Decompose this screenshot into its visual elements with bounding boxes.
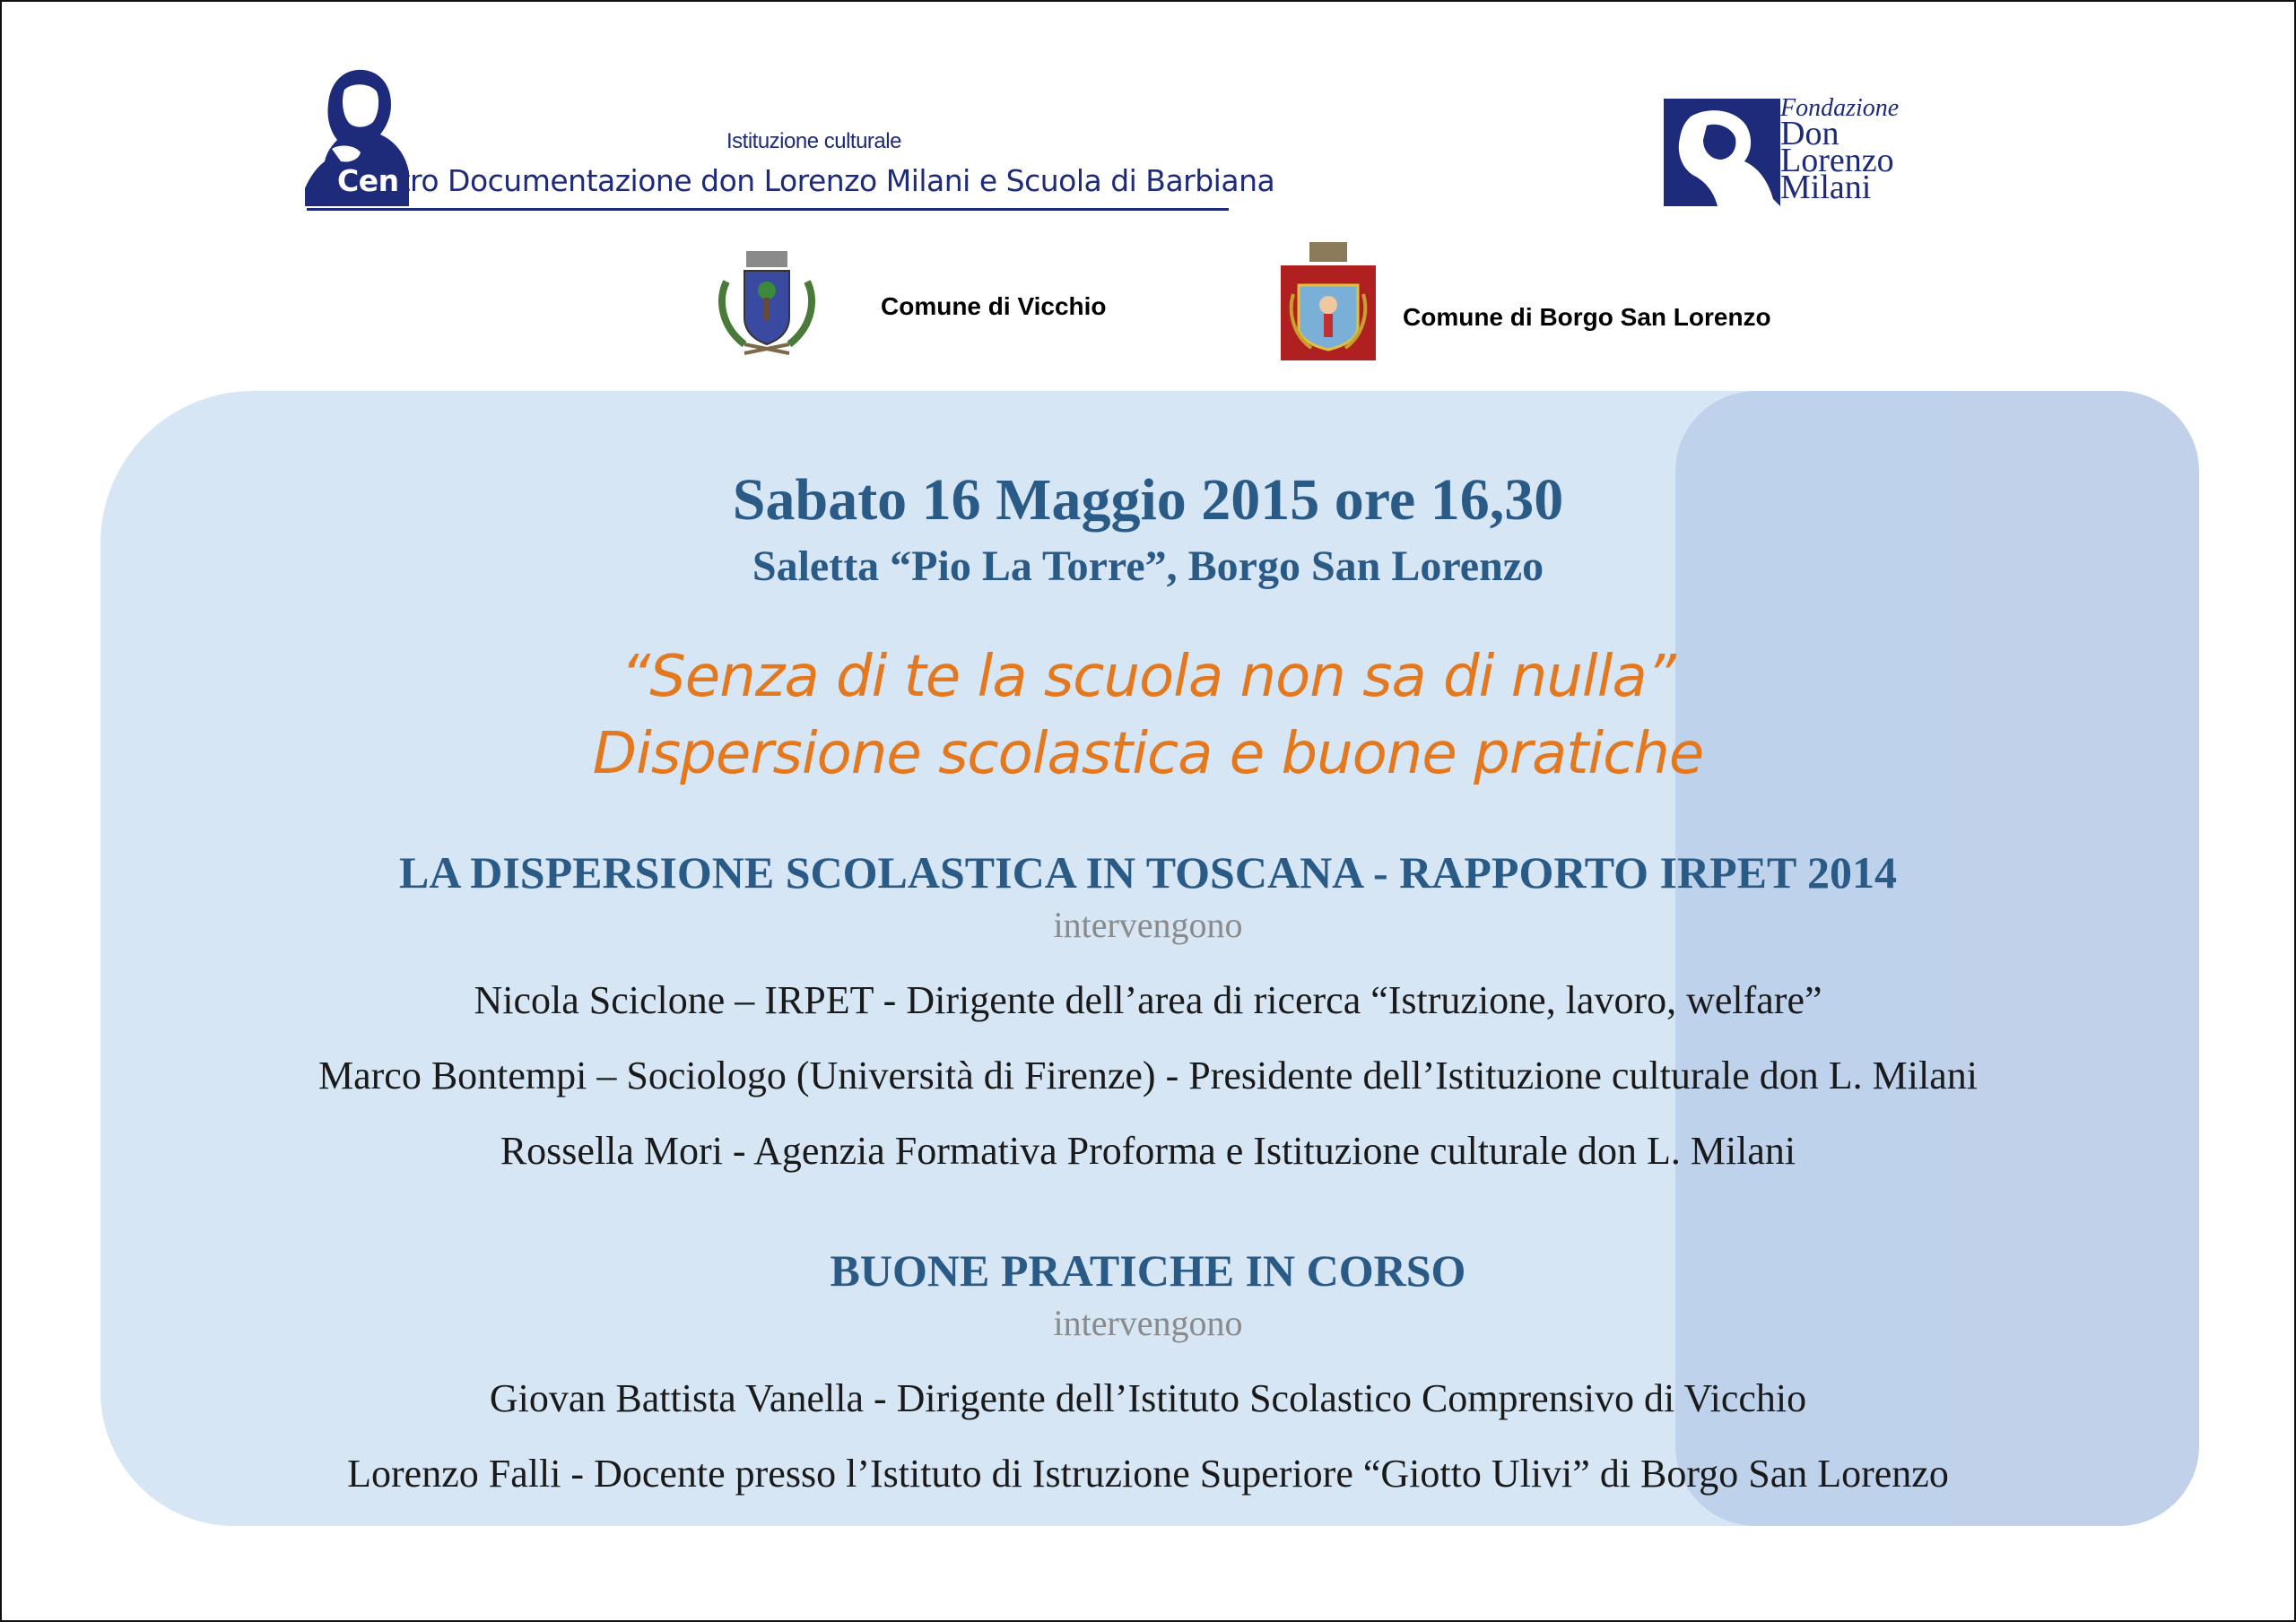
fondazione-line3: Lorenzo — [1780, 142, 1894, 179]
speaker-line: Rossella Mori - Agenzia Formativa Proforma e Istituzione culturale don L. Milani — [500, 1129, 1796, 1173]
event-title-line1: “Senza di te la scuola non sa di nulla” — [621, 644, 1675, 710]
fondazione-line4: Milani — [1780, 169, 1872, 206]
section-intro: intervengono — [1053, 905, 1243, 945]
comune-borgo-label: Comune di Borgo San Lorenzo — [1403, 303, 1771, 331]
section-heading-buone-pratiche: BUONE PRATICHE IN CORSO — [830, 1245, 1466, 1296]
istituzione-culturale-label: Istituzione culturale — [726, 129, 901, 153]
event-venue: Saletta “Pio La Torre”, Borgo San Lorenzo — [752, 542, 1544, 590]
section-intro: intervengono — [1053, 1303, 1243, 1343]
centro-name-prefix: Cen — [337, 163, 399, 198]
speaker-line: Marco Bontempi – Sociologo (Università di Firenze) - Presidente dell’Istituzione culturale don L. Milani — [318, 1054, 1978, 1097]
event-date: Sabato 16 Maggio 2015 ore 16,30 — [732, 467, 1564, 533]
speaker-line: Lorenzo Falli - Docente presso l’Istituto di Istruzione Superiore “Giotto Ulivi” di Borgo San Lorenzo — [347, 1452, 1949, 1496]
speaker-line: Nicola Sciclone – IRPET - Dirigente dell’area di ricerca “Istruzione, lavoro, welfare” — [474, 978, 1822, 1022]
speaker-line: Giovan Battista Vanella - Dirigente dell’Istituto Scolastico Comprensivo di Vicchio — [489, 1376, 1807, 1420]
fondazione-line1: Fondazione — [1780, 94, 1900, 122]
section-heading-irpet: LA DISPERSIONE SCOLASTICA IN TOSCANA - RAPPORTO IRPET 2014 — [399, 847, 1897, 898]
fondazione-line2: Don — [1780, 115, 1839, 152]
centro-name-rest: tro Documentazione don Lorenzo Milani e Scuola di Barbiana — [398, 163, 1275, 198]
event-title-line2: Dispersione scolastica e buone pratiche — [592, 721, 1704, 787]
comune-vicchio-label: Comune di Vicchio — [881, 292, 1107, 320]
